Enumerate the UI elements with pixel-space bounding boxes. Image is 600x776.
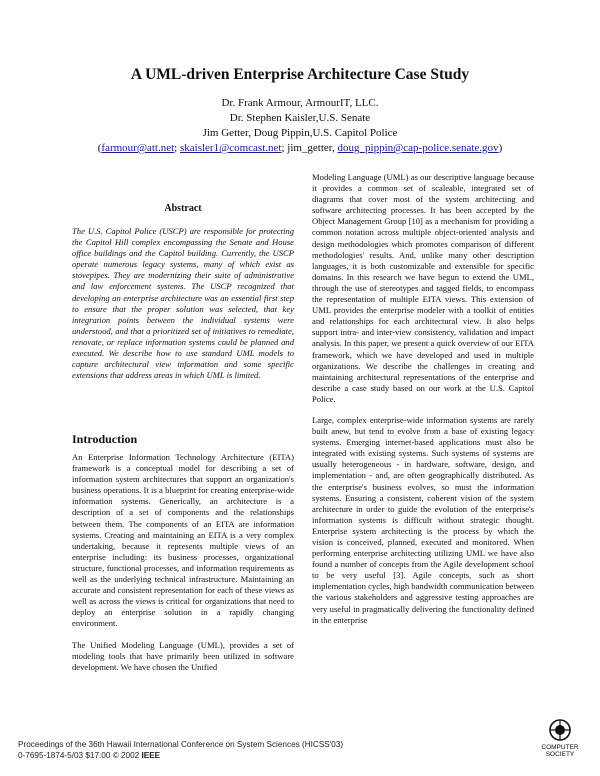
abstract-paragraph: The U.S. Capitol Police (USCP) are responsible for protecting the Capitol Hill complex encompassing the Senate and House office buildings and the Capitol building. Currently, the USCP operate numerous legacy systems, many of which exist as stovepipes. They are modernizing their suite of administrative and law enforcement systems. The USCP recognized that developing an enterprise architecture was an essential first step to ensure that the proper solution was selected, that key integration points between the individual systems were understood, and that a prioritized set of initiatives to remediate, renovate, or replace information systems could be planned and executed. We describe how to use standard UML models to capture architectural view information and some specific extensions that address areas in which UML is limited. [72, 226, 294, 381]
computer-society-emblem-icon [547, 718, 573, 742]
footer-line-1: Proceedings of the 36th Hawaii International Conference on System Sciences (HICSS'03) [18, 740, 344, 749]
logo-line-1: COMPUTER [541, 744, 579, 751]
author-block [0, 96, 600, 156]
email-separator-1: ; [174, 142, 180, 154]
footer-isbn: 0-7695-1874-5/03 $17.00 © 2002 [18, 751, 142, 760]
introduction-text [72, 452, 294, 683]
logo-line-2: SOCIETY [545, 751, 575, 758]
email-separator-2: ; jim_getter, [281, 142, 338, 154]
right-paragraph-2: Large, complex enterprise-wide information systems are rarely built anew, but tend to evolve from a base of existing legacy systems. Emerging internet-based applications must also be integrated with existing systems. Such systems of systems are usually heterogeneous - in hardware, software, design, and implementation - and, are often geographically distributed. As the enterprise's business evolves, so must the information systems. Ensuring a consistent, coherent vision of the system architecture in order to guide the evolution of the enterprise's information systems is difficult without strategic thought. Enterprise system architecting is the process by which the vision is conceived, planned, executed and monitored. When performing enterprise architecting utilizing UML we have also found a number of concepts from the Agile development school to be very useful [3]. Agile concepts, such as short implementation cycles, high bandwidth communication between the various stakeholders and aggressive testing approaches are very useful in pragmatically delivering the functionality defined in the enterprise [312, 414, 534, 625]
intro-paragraph-1: An Enterprise Information Technology Architecture (EITA) framework is a conceptual model for describing a set of information system architectures that support an organization's business operations. It is a blueprint for creating enterprise-wide information systems. Generically, an architecture is a description of a set of components and the relationships between them. The components of an EITA are information systems. Creating and maintaining an EITA is a very complex undertaking, because it represents multiple views of an enterprise including: its business processes, organizational structure, functional processes, and information requirements as well as the underlying technical infrastructure. Maintaining an accurate and consistent representation for each of these views as well as across the views is critical for organizations that need to deploy an enterprise solution in a rapidly changing environment. [72, 452, 294, 629]
abstract-text [72, 226, 294, 391]
right-column-text [312, 172, 534, 636]
email-close-paren: ) [498, 142, 503, 154]
computer-society-logo [530, 718, 590, 758]
proceedings-footer [18, 739, 343, 761]
footer-line-2 [18, 750, 343, 761]
author-line-1: Dr. Frank Armour, ArmourIT, LLC. [221, 97, 379, 109]
footer-ieee: IEEE [141, 751, 161, 760]
author-line-2: Dr. Stephen Kaisler,U.S. Senate [229, 112, 371, 124]
abstract-heading: Abstract [164, 203, 202, 214]
right-paragraph-1: Modeling Language (UML) as our descriptive language because it provides a common set of scaleable, integrated set of diagrams that cover most of the system architecting and software architecting processes. It has been accepted by the Object Management Group [10] as a mechanism for providing a common notation across multiple object-oriented analysis and design methodologies which promotes comparison of different methodologies' results. And, unlike many other description languages, it is both customizable and extensible for specific domains. In this research we have begun to extend the UML, through the use of stereotypes and tagged fields, to encompass the representation of multiple EITA views. This extension of UML provides the enterprise modeler with a toolkit of entities and relationships for each architectural view. It also helps support intra- and inter-view consistency, validation and impact analysis. In this paper, we present a quick overview of our EITA framework, which we have developed and used in multiple organizations. We describe the challenges in creating and maintaining architectural representations of the enterprise and describe a case study based on our work at the U.S. Capitol Police. [312, 172, 534, 404]
author-emails [0, 141, 600, 156]
email-link-pippin[interactable]: doug_pippin@cap-police.senate.gov [337, 142, 499, 154]
introduction-heading: Introduction [72, 432, 138, 446]
email-link-kaisler[interactable]: skaisler1@comcast.net [179, 142, 282, 154]
paper-title: A UML-driven Enterprise Architecture Case Study [130, 66, 470, 83]
author-line-3: Jim Getter, Doug Pippin,U.S. Capitol Police [202, 127, 398, 139]
email-link-armour[interactable]: farmour@att.net [101, 142, 175, 154]
intro-paragraph-2: The Unified Modeling Language (UML), provides a set of modeling tools that have primarily been utilized in software development. We have chosen the Unified [72, 639, 294, 672]
email-open-paren: ( [97, 142, 102, 154]
